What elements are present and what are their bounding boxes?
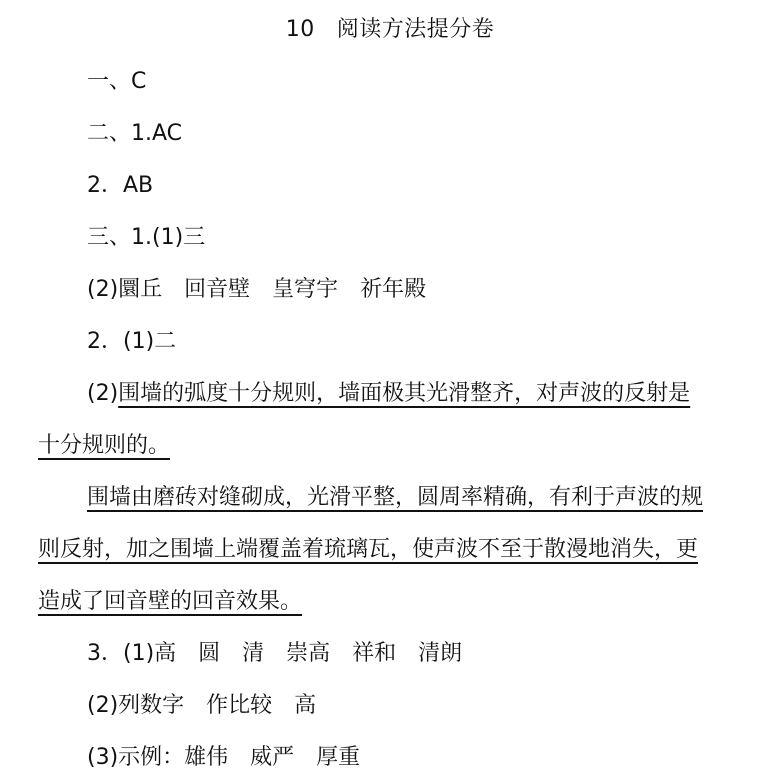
underlined-paragraph-line-1: 围墙由磨砖对缝砌成，光滑平整，圆周率精确，有利于声波的规	[87, 485, 704, 510]
answer-continuation-1	[38, 430, 170, 462]
answer-section-3-q3-1: 3．(1)高 圆 清 崇高 祥和 清朗	[87, 641, 463, 666]
answer-section-3-q2-1: 2．(1)二	[87, 329, 177, 354]
answer-section-1: 一、C	[87, 69, 147, 94]
answer-section-3-q3-3: (3)示例：雄伟 威严 厚重	[87, 745, 361, 770]
answer-section-2-q1: 二、1.AC	[87, 121, 183, 146]
answer-paragraph-line-3	[38, 586, 302, 618]
q2-2-label: (2)	[87, 381, 119, 406]
title-number: 10	[285, 17, 315, 42]
answer-paragraph-line-1	[87, 482, 703, 514]
answer-section-3-q3-2: (2)列数字 作比较 高	[87, 693, 317, 718]
answer-section-3-q1-2: (2)圜丘 回音壁 皇穹宇 祈年殿	[87, 277, 427, 302]
answer-section-2-q2: 2．AB	[87, 173, 154, 198]
underlined-paragraph-line-2: 则反射，加之围墙上端覆盖着琉璃瓦，使声波不至于散漫地消失，更	[38, 537, 699, 562]
title-text: 阅读方法提分卷	[336, 17, 495, 42]
q2-2-underlined-answer: 围墙的弧度十分规则，墙面极其光滑整齐，对声波的反射是	[118, 381, 691, 406]
page-title	[0, 14, 780, 46]
underlined-answer-end: 十分规则的。	[38, 433, 171, 458]
answer-section-3-q2-2	[87, 378, 690, 410]
underlined-paragraph-line-3: 造成了回音壁的回音效果。	[38, 589, 303, 614]
answer-paragraph-line-2	[38, 534, 698, 566]
answer-section-3-q1-1: 三、1.(1)三	[87, 225, 206, 250]
